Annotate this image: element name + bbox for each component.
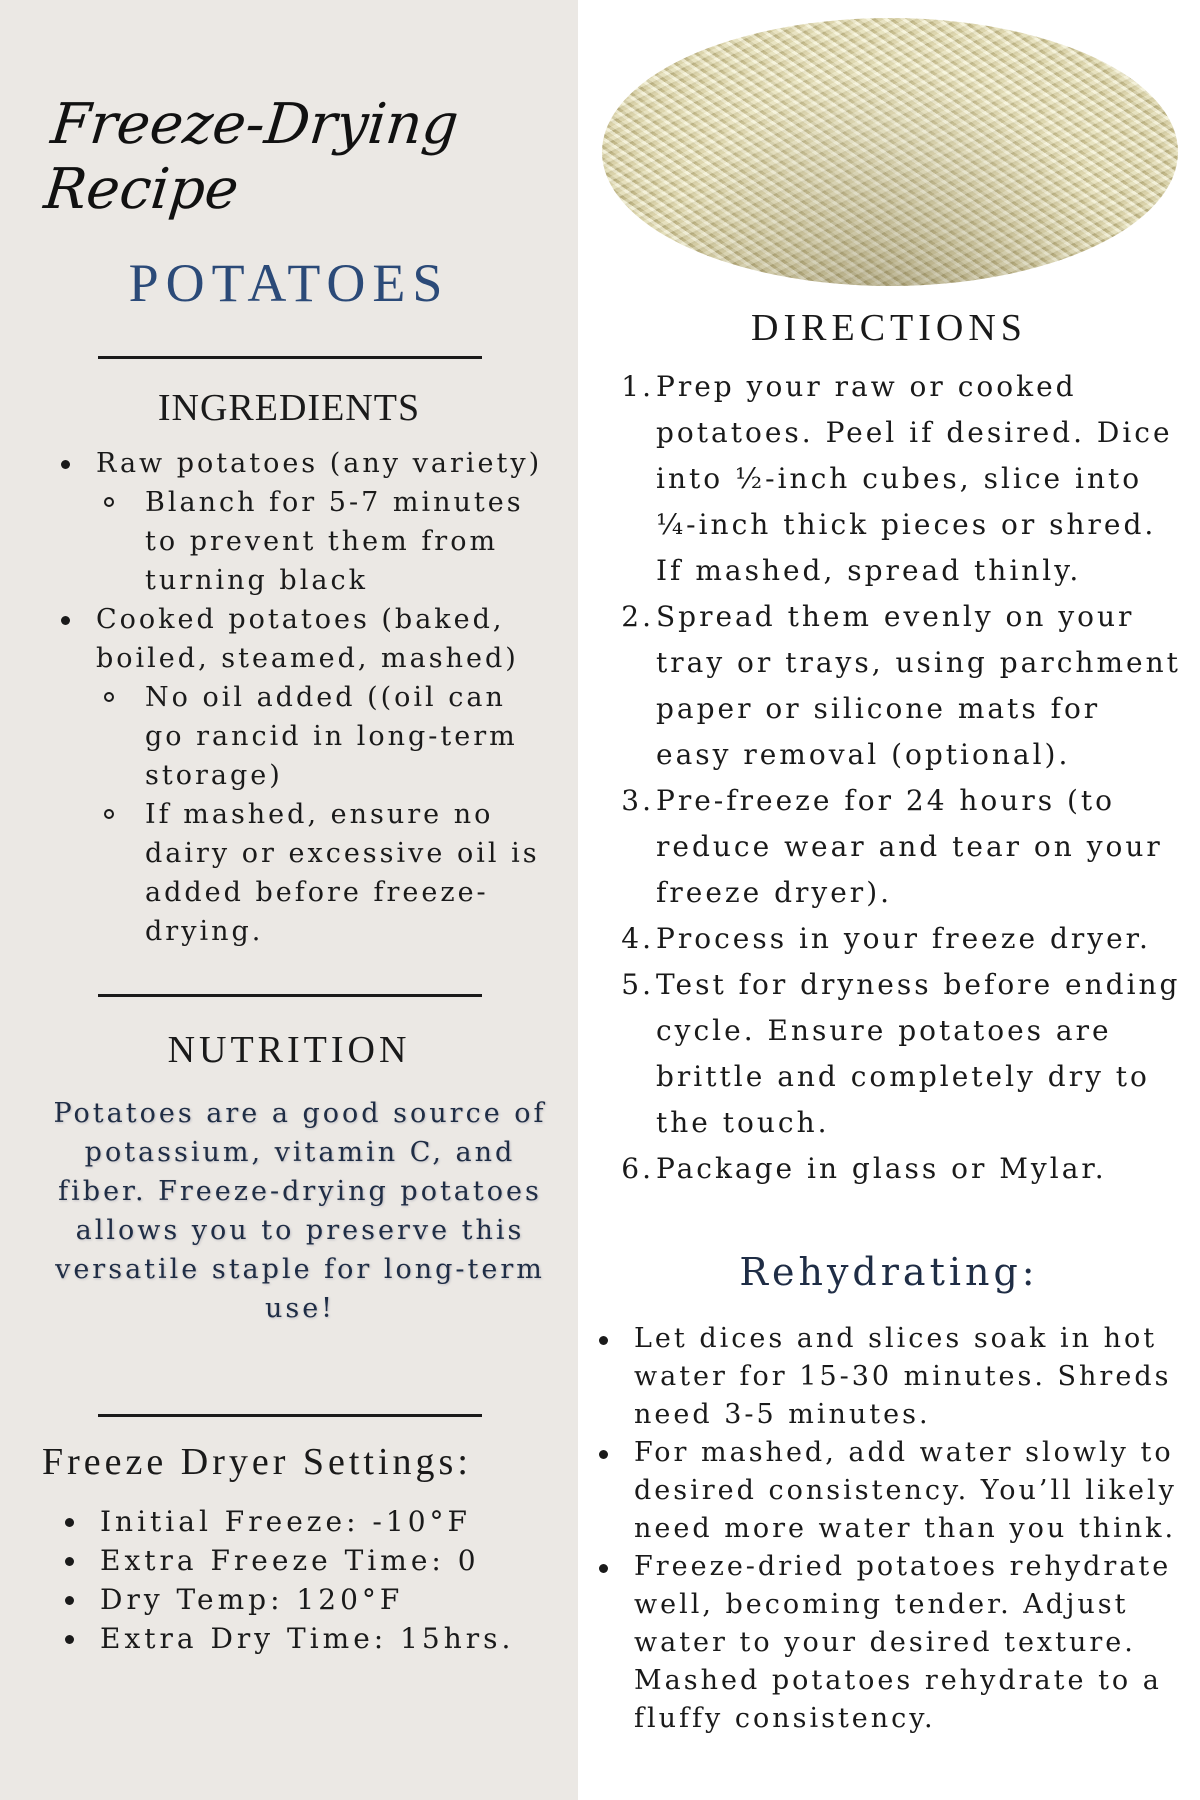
rehydrating-list	[592, 1320, 1182, 1738]
ingredient-text: Cooked potatoes (baked, boiled, steamed, mashed)	[96, 604, 519, 674]
direction-step	[614, 916, 1184, 962]
recipe-type-title: Freeze-Drying Recipe	[41, 92, 462, 222]
settings-list	[58, 1502, 558, 1658]
ingredient-subitem: If mashed, ensure no dairy or excessive oil is added before freeze-drying.	[96, 795, 554, 951]
direction-step	[614, 778, 1184, 916]
step-number: 2.	[621, 600, 654, 633]
setting-item: Extra Dry Time: 15hrs.	[58, 1619, 558, 1658]
ingredients-list	[54, 444, 554, 951]
nutrition-text: Potatoes are a good source of potassium, vitamin C, and fiber. Freeze-drying potatoes allows you to preserve this versatile staple for long-term use!	[53, 1098, 547, 1324]
rehydrating-item: Freeze-dried potatoes rehydrate well, becoming tender. Adjust water to your desired texture. Mashed potatoes rehydrate to a fluffy consistency.	[592, 1548, 1182, 1738]
setting-item: Dry Temp: 120°F	[58, 1580, 558, 1619]
divider-1	[98, 356, 482, 359]
ingredient-sublist	[96, 678, 554, 951]
step-text: Test for dryness before ending cycle. Ensure potatoes are brittle and completely dry to the touch.	[656, 968, 1181, 1139]
directions-heading: DIRECTIONS	[751, 307, 1027, 349]
direction-step	[614, 364, 1184, 594]
step-number: 4.	[621, 922, 654, 955]
setting-item: Extra Freeze Time: 0	[58, 1541, 558, 1580]
rehydrating-heading: Rehydrating:	[739, 1250, 1039, 1294]
divider-3	[98, 1414, 482, 1417]
ingredient-subitem: No oil added ((oil can go rancid in long-term storage)	[96, 678, 554, 795]
nutrition-heading: NUTRITION	[167, 1029, 411, 1071]
step-number: 5.	[621, 968, 654, 1001]
setting-item: Initial Freeze: -10°F	[58, 1502, 558, 1541]
shredded-potatoes-photo	[602, 18, 1178, 286]
directions-list	[614, 364, 1184, 1192]
left-panel	[0, 0, 578, 1800]
recipe-name: POTATOES	[128, 253, 450, 313]
step-number: 6.	[621, 1152, 654, 1185]
step-text: Package in glass or Mylar.	[656, 1152, 1107, 1185]
direction-step	[614, 594, 1184, 778]
rehydrating-item: For mashed, add water slowly to desired consistency. You’ll likely need more water than you think.	[592, 1434, 1182, 1548]
step-text: Spread them evenly on your tray or trays, using parchment paper or silicone mats for easy removal (optional).	[656, 600, 1181, 771]
ingredients-heading: INGREDIENTS	[157, 387, 421, 429]
rehydrating-item: Let dices and slices soak in hot water for 15-30 minutes. Shreds need 3-5 minutes.	[592, 1320, 1182, 1434]
step-text: Prep your raw or cooked potatoes. Peel if desired. Dice into ½-inch cubes, slice into ¼-inch thick pieces or shred. If mashed, spread thinly.	[656, 370, 1173, 587]
divider-2	[98, 994, 482, 997]
ingredient-item	[54, 600, 554, 951]
step-text: Pre-freeze for 24 hours (to reduce wear and tear on your freeze dryer).	[656, 784, 1163, 909]
ingredient-item	[54, 444, 554, 600]
ingredient-text: Raw potatoes (any variety)	[96, 448, 543, 479]
photo-shade	[602, 18, 1178, 286]
step-number: 3.	[621, 784, 654, 817]
step-text: Process in your freeze dryer.	[656, 922, 1151, 955]
step-number: 1.	[621, 370, 654, 403]
ingredient-subitem: Blanch for 5-7 minutes to prevent them from turning black	[96, 483, 554, 600]
ingredient-sublist	[96, 483, 554, 600]
direction-step	[614, 962, 1184, 1146]
settings-heading: Freeze Dryer Settings:	[42, 1441, 472, 1483]
direction-step	[614, 1146, 1184, 1192]
